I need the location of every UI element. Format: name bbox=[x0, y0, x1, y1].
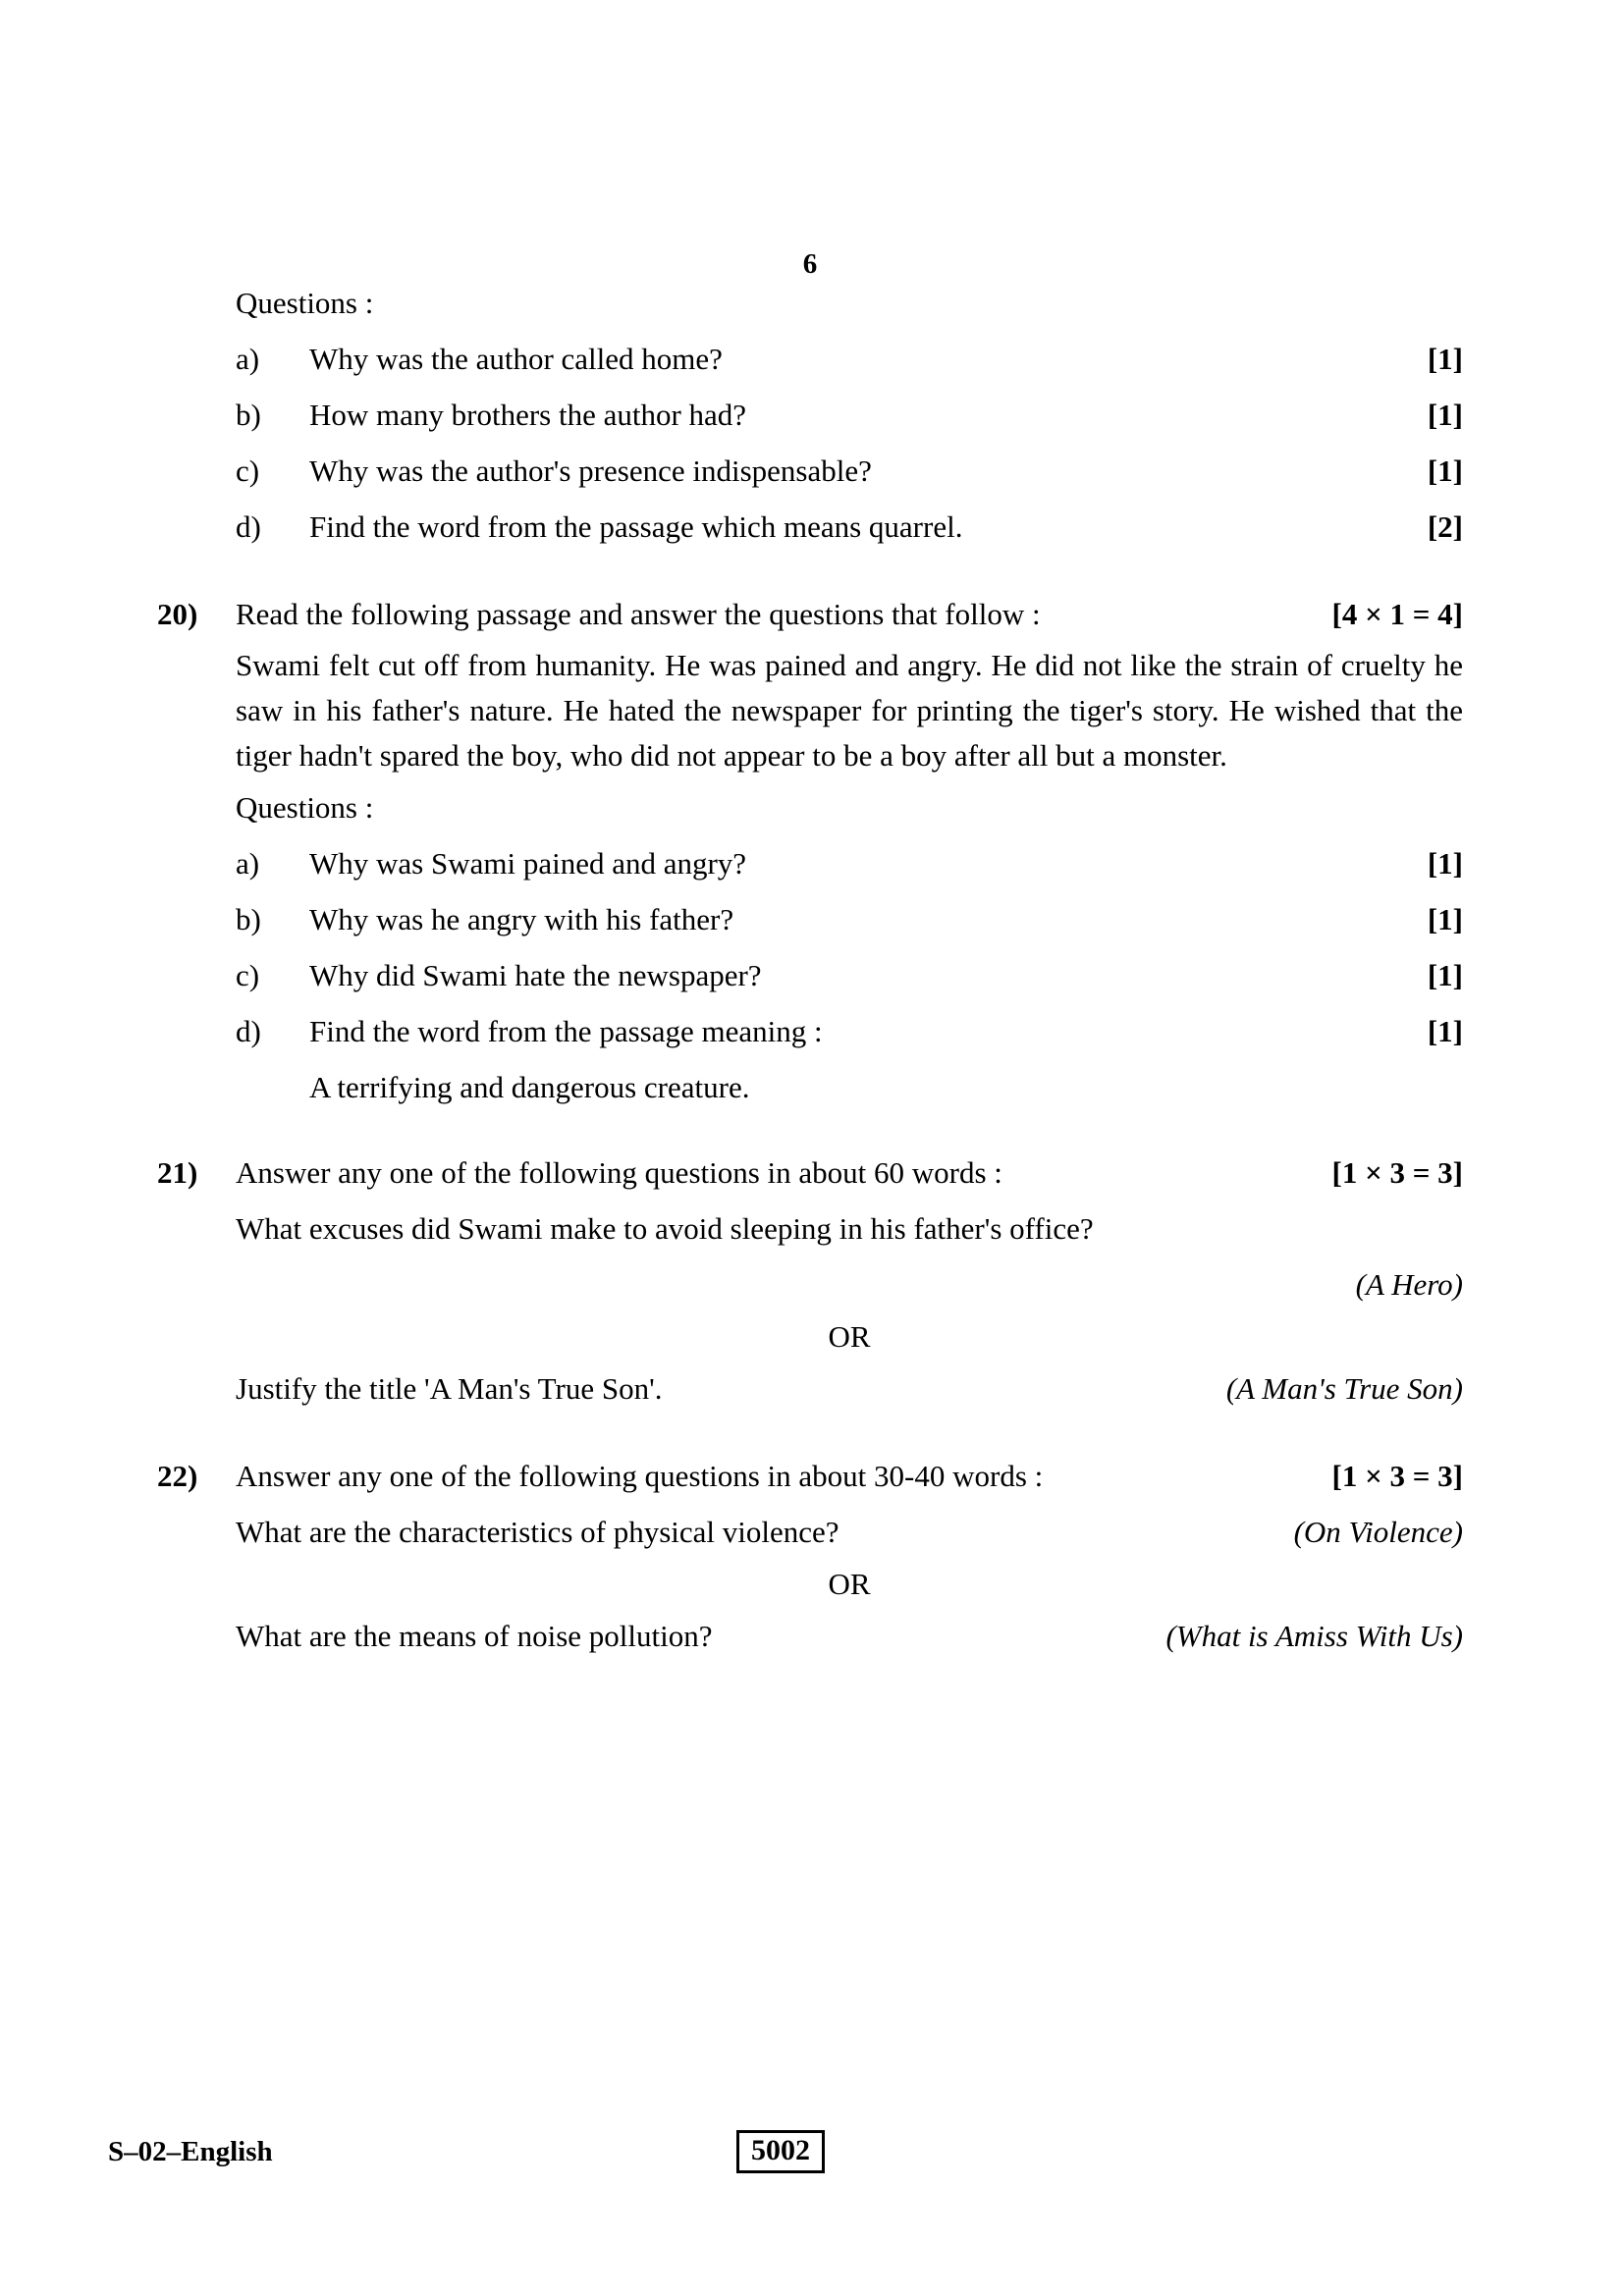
question-22-prompt: Answer any one of the following questions in about 30-40 words : bbox=[236, 1458, 1044, 1493]
sub-question-text: Why was the author called home? bbox=[309, 342, 723, 376]
sub-question-letter: a) bbox=[236, 845, 260, 881]
question-21-or-label: OR bbox=[828, 1318, 871, 1354]
question-21-prompt: Answer any one of the following questions in about 60 words : bbox=[236, 1154, 1002, 1190]
sub-question-letter: b) bbox=[236, 398, 261, 432]
sub-question-text: Why was Swami pained and angry? bbox=[309, 845, 747, 881]
question-22-option-b-attribution: (What is Amiss With Us) bbox=[1165, 1618, 1463, 1653]
question-21-option-a bbox=[236, 1210, 1463, 1246]
question-20-marks: [4 × 1 = 4] bbox=[1331, 597, 1463, 631]
question-22-number: 22) bbox=[157, 1458, 198, 1493]
sub-question-letter: d) bbox=[236, 1013, 261, 1048]
question-22-marks: [1 × 3 = 3] bbox=[1331, 1458, 1463, 1493]
sub-question-text: Find the word from the passage which means quarrel. bbox=[309, 509, 963, 544]
sub-question-item bbox=[236, 901, 1463, 936]
page-footer bbox=[108, 2130, 1526, 2189]
question-21-option-b-text: Justify the title 'A Man's True Son'. bbox=[236, 1370, 663, 1406]
sub-question-marks: [1] bbox=[1427, 901, 1463, 936]
question-21-option-a-text: What excuses did Swami make to avoid sleeping in his father's office? bbox=[236, 1210, 1094, 1246]
footer-paper-code: 5002 bbox=[736, 2130, 825, 2173]
sub-question-marks: [1] bbox=[1427, 342, 1463, 376]
question-21-option-b bbox=[236, 1370, 1463, 1406]
sub-question-item bbox=[236, 957, 1463, 992]
questions-label: Questions : bbox=[236, 789, 374, 825]
question-22-option-b-text: What are the means of noise pollution? bbox=[236, 1618, 713, 1653]
question-21-marks: [1 × 3 = 3] bbox=[1331, 1154, 1463, 1190]
page-content bbox=[157, 250, 1463, 1651]
question-20 bbox=[157, 599, 1463, 1102]
sub-question-marks: [1] bbox=[1427, 957, 1463, 992]
question-20-passage: Swami felt cut off from humanity. He was pained and angry. He did not like the strain of cruelty he saw in his father's nature. He hated the newspaper for printing the tiger's story. He wished that the tiger hadn't spared the boy, who did not appear to be a boy after all but a monster. bbox=[236, 648, 1463, 773]
question-22-option-a bbox=[236, 1514, 1463, 1549]
sub-question-item bbox=[236, 344, 1463, 374]
question-22-option-a-attribution: (On Violence) bbox=[1293, 1514, 1463, 1549]
question-21-option-b-attribution: (A Man's True Son) bbox=[1225, 1370, 1463, 1406]
sub-question-letter: c) bbox=[236, 454, 260, 488]
sub-question-marks: [1] bbox=[1427, 1013, 1463, 1048]
question-22-or-label: OR bbox=[828, 1566, 871, 1601]
sub-question-item bbox=[236, 845, 1463, 881]
sub-question-letter: b) bbox=[236, 901, 261, 936]
question-21-option-a-attribution: (A Hero) bbox=[1355, 1266, 1463, 1302]
questions-label: Questions : bbox=[236, 286, 374, 320]
sub-question-continuation: A terrifying and dangerous creature. bbox=[309, 1069, 750, 1104]
sub-question-marks: [1] bbox=[1427, 845, 1463, 881]
sub-question-text: Why was he angry with his father? bbox=[309, 901, 734, 936]
question-22-option-b bbox=[236, 1618, 1463, 1653]
sub-question-item bbox=[236, 511, 1463, 542]
sub-question-marks: [2] bbox=[1427, 509, 1463, 544]
sub-question-text: How many brothers the author had? bbox=[309, 398, 747, 432]
sub-question-letter: d) bbox=[236, 509, 261, 544]
footer-subject-code: S–02–English bbox=[108, 2136, 273, 2167]
sub-question-item bbox=[236, 1013, 1463, 1048]
sub-question-item bbox=[236, 400, 1463, 430]
question-20-prompt: Read the following passage and answer the questions that follow : bbox=[236, 597, 1041, 631]
sub-question-marks: [1] bbox=[1427, 454, 1463, 488]
sub-question-item bbox=[236, 455, 1463, 486]
sub-question-text: Find the word from the passage meaning : bbox=[309, 1013, 823, 1048]
question-21-header bbox=[157, 1154, 1463, 1190]
question-19-tail bbox=[157, 288, 1463, 542]
sub-question-marks: [1] bbox=[1427, 398, 1463, 432]
question-22 bbox=[157, 1458, 1463, 1653]
sub-question-text: Why did Swami hate the newspaper? bbox=[309, 957, 762, 992]
question-21 bbox=[157, 1154, 1463, 1406]
question-22-header bbox=[157, 1458, 1463, 1493]
question-20-header bbox=[157, 599, 1463, 629]
question-20-number: 20) bbox=[157, 597, 198, 631]
sub-question-letter: c) bbox=[236, 957, 260, 992]
question-22-option-a-text: What are the characteristics of physical violence? bbox=[236, 1514, 839, 1549]
sub-question-text: Why was the author's presence indispensable? bbox=[309, 454, 872, 488]
page-number: 6 bbox=[802, 248, 818, 280]
sub-question-letter: a) bbox=[236, 342, 260, 376]
question-21-number: 21) bbox=[157, 1154, 198, 1190]
